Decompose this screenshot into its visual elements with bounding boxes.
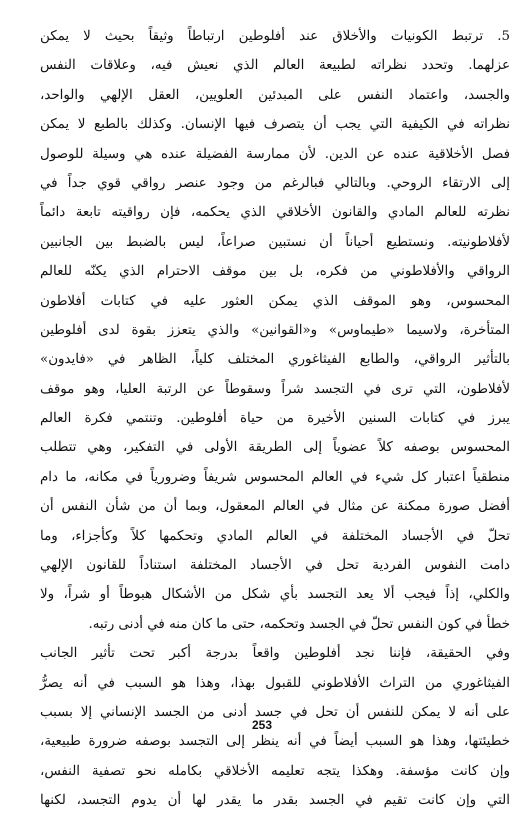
text-line: لأفلاطون، التي ترى في التجسد شراً وسقوطاً عن الرتبة العليا، وهو موقف xyxy=(40,381,510,397)
text-line: والجسد، واعتماد النفس على المبدئين العلويين، العقل الإلهي والواحد، xyxy=(40,87,510,103)
text-line: بالتأثير الرواقي، والطابع الفيثاغوري المختلف كلياً، الظاهر في «فايدون» xyxy=(40,352,510,368)
text-line: إلى الارتقاء الروحي. وبالتالي فبالرغم من وجود عنصر رواقي قوي جداً في xyxy=(40,175,510,191)
text-line: خطأ في كون النفس تحلّ في الجسد وتحكمه، حتى ما كان منه في أدنى رتبه. xyxy=(88,616,510,632)
text-line: منطقياً اعتبار كل شيء في العالم المحسوس شريفاً وضرورياً في مكانه، ما دام xyxy=(40,469,510,485)
text-line: وفي الحقيقة، فإننا نجد أفلوطين واقعاً بدرجة أكبر تحت تأثير الجانب xyxy=(40,646,510,662)
text-line: المحسوس، وهو الموقف الذي يمكن العثور عليه في كتابات أفلاطون xyxy=(40,293,510,309)
text-line: والكلي، إذاً فيجب ألا يعد التجسد بأي شكل من الأشكال هبوطاً أو شراً، ولا xyxy=(40,587,510,603)
text-line: نظرته للعالم المادي والقانون الأخلاقي الذي يحكمه، فإن رواقيته تابعة دائماً xyxy=(40,205,510,221)
text-line: أفضل صورة ممكنة عن مثال في العالم المعقول، وبما أن من شأن النفس أن xyxy=(40,499,510,515)
text-line: نظراته في الكيفية التي يجب أن يتصرف فيها الإنسان. وكذلك بالطبع لا يمكن xyxy=(40,117,510,133)
text-line: خطيئتها، وهذا هو السبب أيضاً في أنه ينظر إلى التجسد بوصفه ضرورة طبيعية، xyxy=(40,734,510,750)
text-line: الفيثاغوري من التراث الأفلاطوني للقبول بهذا، وهذا هو السبب في أنه يصرُّ xyxy=(40,675,510,691)
text-line: تحلّ في الأجساد المختلفة في العالم المادي وتحكمها كلاً وكأجزاء، وما xyxy=(40,528,510,544)
text-line: المتأخرة، ولاسيما «طيماوس» و«القوانين» والذي يتعزز بقوة لدى أفلوطين xyxy=(40,322,510,338)
text-line: الرواقي والأفلاطوني من فكره، بل بين موقف الاحترام الذي يكنّه للعالم xyxy=(40,264,510,280)
text-line: 5. ترتبط الكونيات والأخلاق عند أفلوطين ارتباطاً وثيقاً بحيث لا يمكن xyxy=(40,29,510,44)
page-number: 253 xyxy=(251,718,273,732)
text-line: على أنه لا يمكن للنفس أن تحل في جسد أدنى من الجسد الإنساني إلا بسبب xyxy=(40,704,510,720)
text-line: يبرز في كتابات السنين الأخيرة من حياة أفلوطين. وتنتمي فكرة العالم xyxy=(40,411,510,427)
text-line: فصل الأخلاقية عنده عن الدين. لأن ممارسة الفضيلة عنده هي وسيلة للوصول xyxy=(40,146,510,162)
text-line: عزلهما. وتحدد نظراته لطبيعة العالم الذي نعيش فيه، وعلاقات النفس xyxy=(40,58,510,74)
text-line: التي وإن كانت تقيم في الجسد بقدر ما يقدر لها أن يدوم التجسد، لكنها xyxy=(40,793,510,809)
text-line: لأفلاطونيته. ونستطيع أحياناً أن نستبين صراعاً، ليس بالضبط بين الجانبين xyxy=(40,234,510,250)
text-line: وإن كانت مؤسفة. وهكذا يتجه تعليمه الأخلاقي بكامله نحو تصفية النفس، xyxy=(40,763,510,779)
body-text xyxy=(40,22,510,816)
text-line: دامت النفوس الفردية تحل في الأجساد المختلفة استناداً للقانون الإلهي xyxy=(40,558,510,574)
text-line: المحسوس بوصفه كلاً عضوياً إلى الطريقة الأولى في التفكير، وهي تتطلب xyxy=(40,440,510,456)
